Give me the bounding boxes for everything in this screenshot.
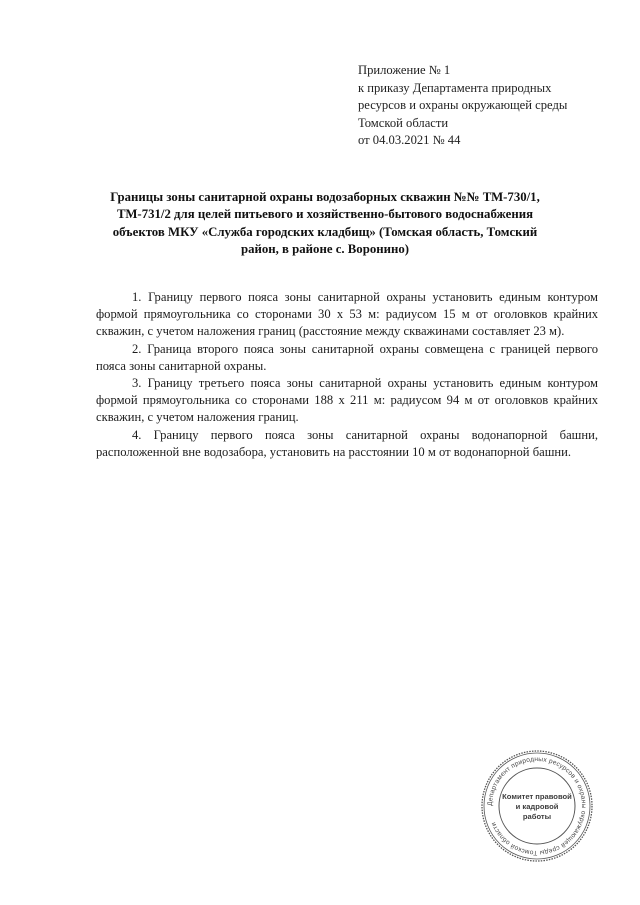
title-line: район, в районе с. Воронино) bbox=[240, 242, 409, 257]
appendix-date-line: от 04.03.2021 № 44 bbox=[358, 133, 461, 148]
paragraph-4: 4. Границу первого пояса зоны санитарной охраны водонапорной башни, расположенной вне водозабора, установить на расстоянии 10 м от водонапорной башни. bbox=[96, 427, 598, 459]
document-body bbox=[96, 289, 598, 461]
document-title bbox=[90, 189, 560, 259]
appendix-region-line: Томской области bbox=[358, 115, 449, 130]
appendix-number: Приложение № 1 bbox=[358, 63, 451, 77]
appendix-order-line: к приказу Департамента природных bbox=[358, 80, 552, 95]
stamp-ring-text: Департамент природных ресурсов и охраны окружающей среды Томской области bbox=[486, 755, 588, 857]
title-line: ТМ-731/2 для целей питьевого и хозяйственно-бытового водоснабжения bbox=[116, 207, 533, 222]
stamp-center-line: работы bbox=[522, 812, 552, 821]
paragraph-1: 1. Границу первого пояса зоны санитарной охраны установить единым контуром формой прямоугольника со сторонами 30 х 53 м: радиусом 15 м от оголовков крайних скважин, с учетом наложения границ (расстояние между скважинами составляет 23 м). bbox=[96, 290, 598, 339]
appendix-department-line: ресурсов и охраны окружающей среды bbox=[358, 98, 568, 113]
title-line: объектов МКУ «Служба городских кладбищ» (Томская область, Томский bbox=[112, 224, 538, 239]
title-line: Границы зоны санитарной охраны водозаборных скважин №№ ТМ-730/1, bbox=[110, 190, 540, 204]
stamp-center-line: и кадровой bbox=[515, 802, 559, 811]
official-stamp bbox=[480, 749, 594, 863]
stamp-seal bbox=[480, 749, 594, 863]
paragraph-2: 2. Граница второго пояса зоны санитарной охраны совмещена с границей первого пояса зоны санитарной охраны. bbox=[96, 341, 598, 373]
paragraph-3: 3. Границу третьего пояса зоны санитарной охраны установить единым контуром формой прямоугольника со сторонами 188 х 211 м: радиусом 94 м от оголовков крайних скважин, с учетом наложения границ. bbox=[96, 376, 598, 425]
stamp-center-line: Комитет правовой bbox=[502, 792, 572, 801]
appendix-block bbox=[358, 62, 628, 150]
